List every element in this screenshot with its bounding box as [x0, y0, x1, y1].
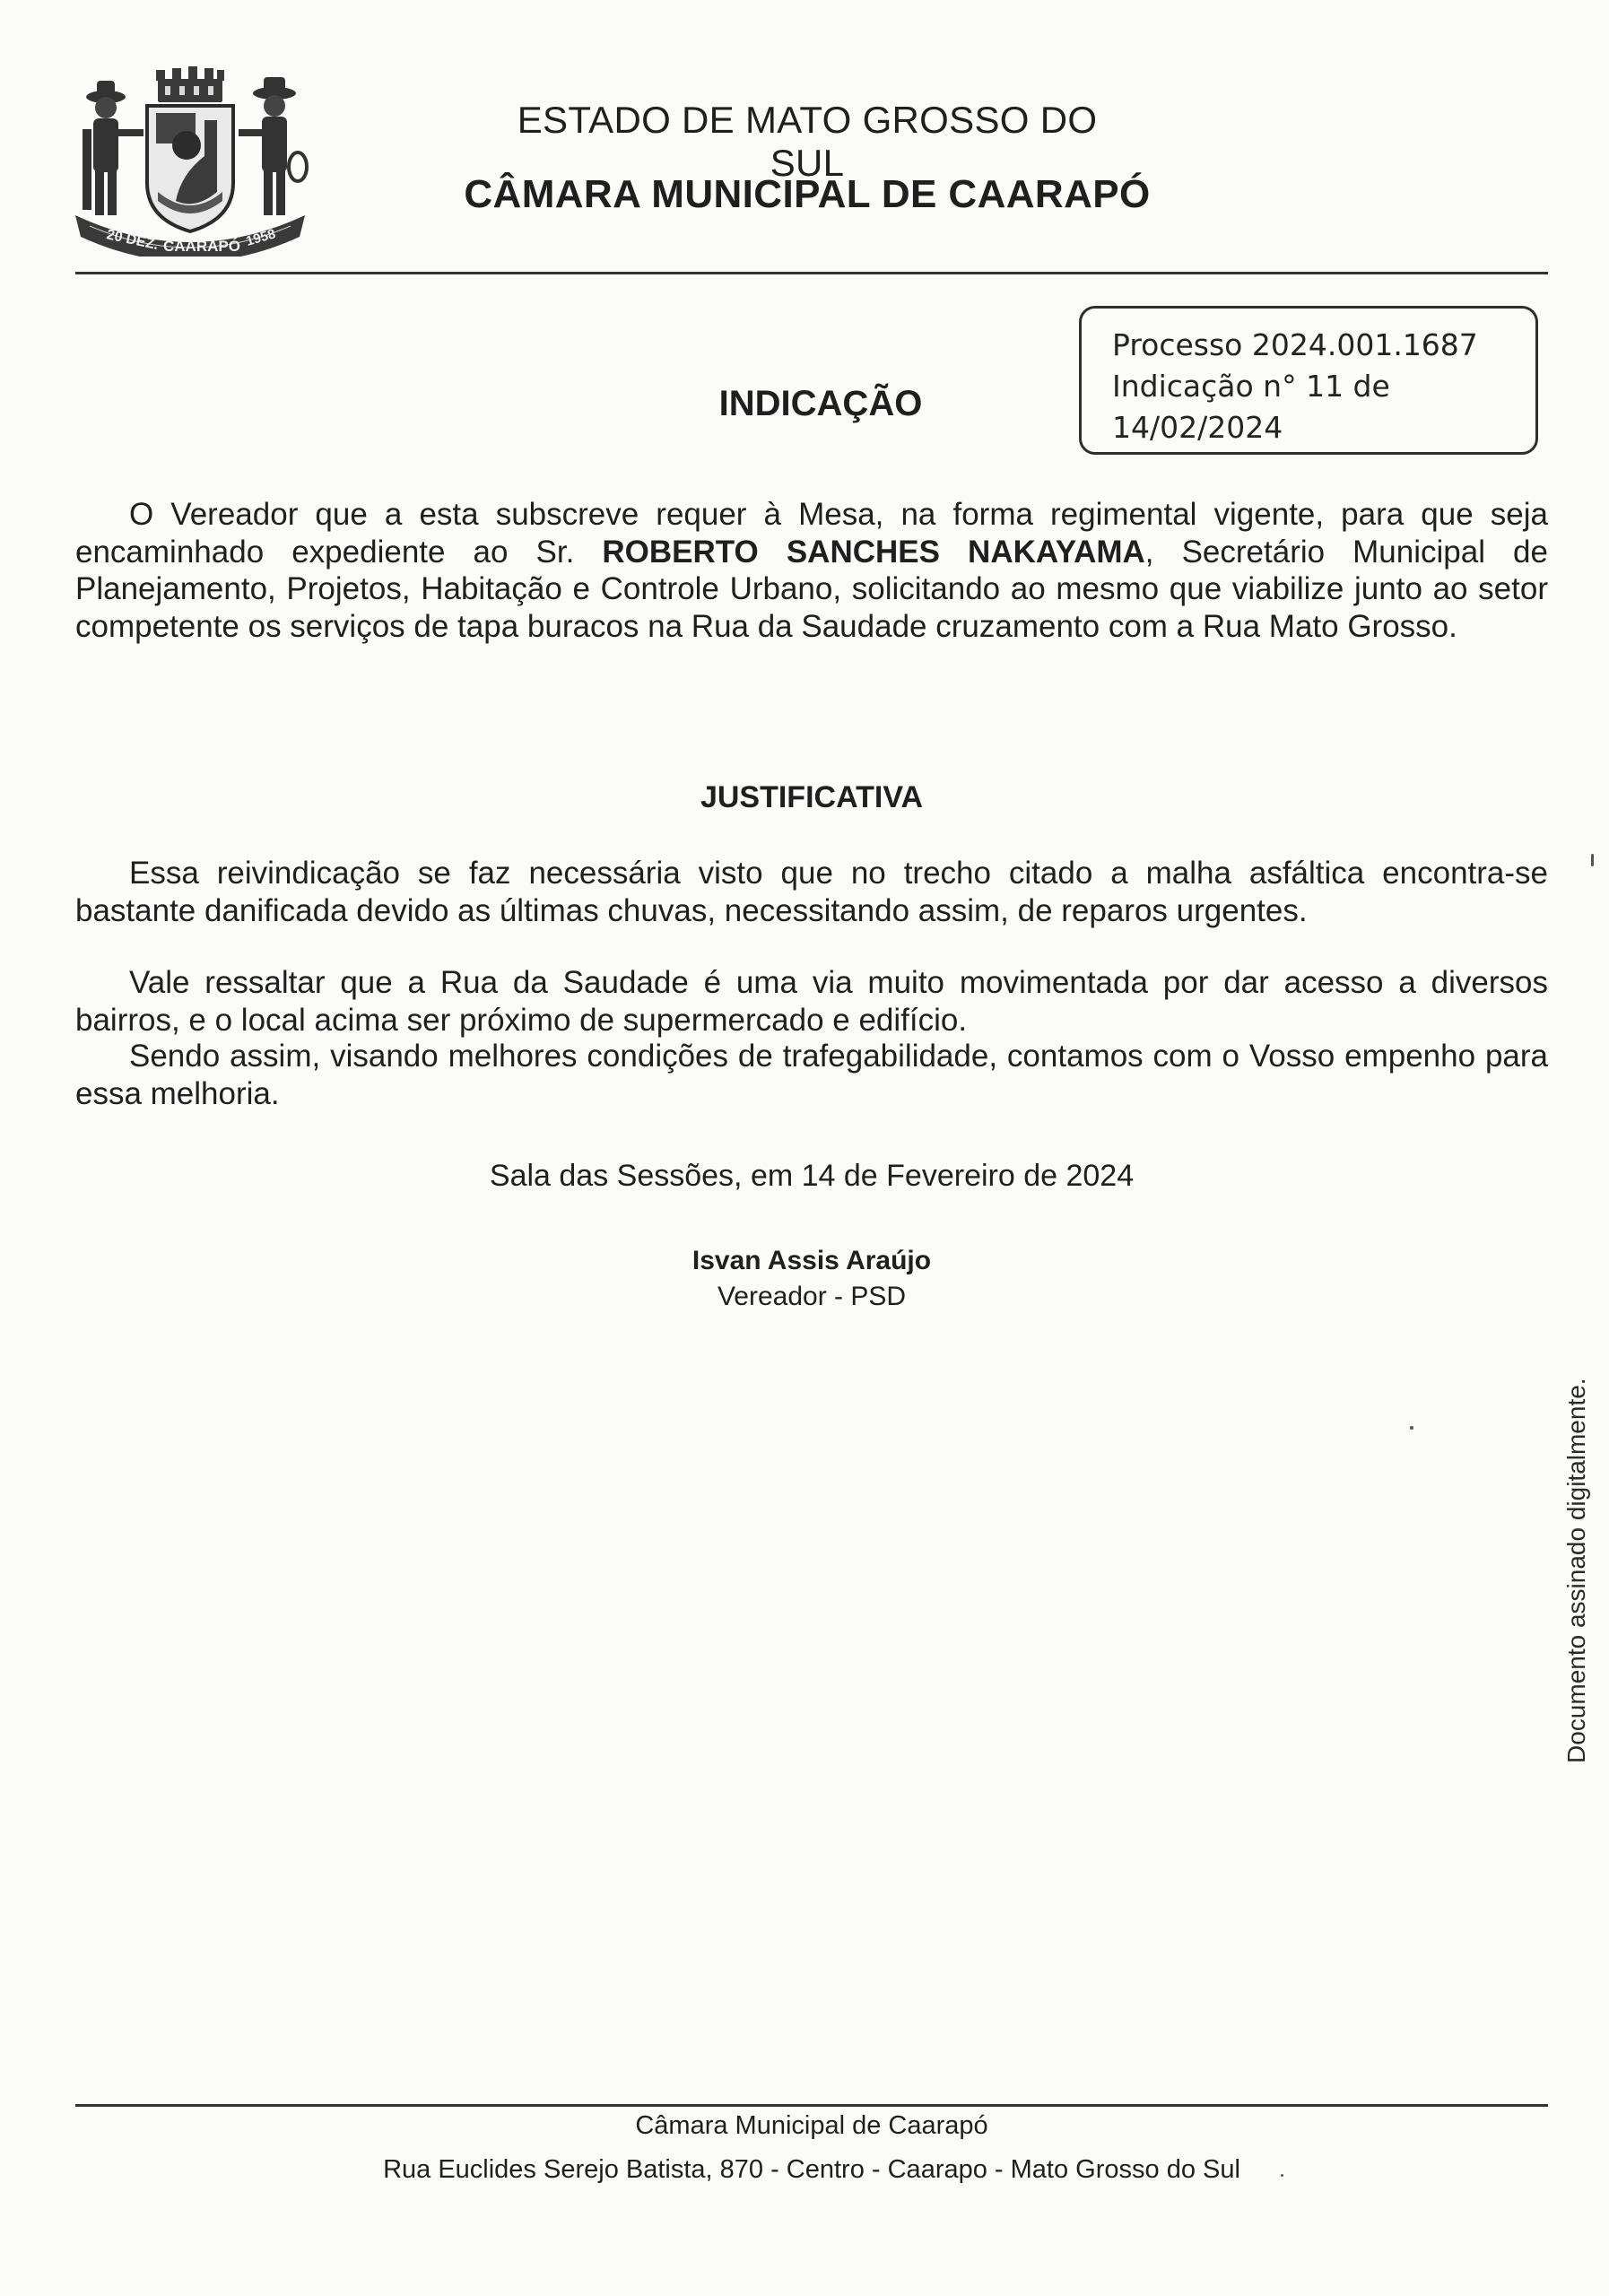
justification-paragraph-1	[75, 855, 1548, 929]
justification-paragraph-2	[75, 964, 1548, 1039]
justification-paragraph-3	[75, 1038, 1548, 1112]
justification-text-1: Essa reivindicação se faz necessária visto que no trecho citado a malha asfáltica encontra-se bastante danificada devido as últimas chuvas, necessitando assim, de reparos urgentes.	[75, 856, 1548, 928]
justification-title: JUSTIFICATIVA	[700, 780, 924, 814]
header-divider	[75, 272, 1548, 274]
digital-signature-note: Documento assinado digitalmente.	[1562, 1378, 1590, 1763]
signatory-role: Vereador - PSD	[717, 1282, 907, 1311]
process-number: Processo 2024.001.1687	[1112, 327, 1478, 362]
request-paragraph	[75, 496, 1548, 645]
justification-text-3: Sendo assim, visando melhores condições de trafegabilidade, contamos com o Vosso empenho para essa melhoria.	[75, 1039, 1548, 1111]
scan-speck	[1281, 2174, 1283, 2177]
recipient-name: ROBERTO SANCHES NAKAYAMA	[602, 534, 1145, 570]
footer-address: Rua Euclides Serejo Batista, 870 - Centro - Caarapo - Mato Grosso do Sul	[383, 2155, 1240, 2184]
indication-date: 14/02/2024	[1112, 410, 1283, 445]
footer-institution: Câmara Municipal de Caarapó	[635, 2111, 988, 2140]
request-text-end: , Secretário Municipal de Planejamento, Projetos, Habitação e Controle Urbano, solicitando ao mesmo que viabilize junto ao setor competente os serviços de tapa buracos na Rua da Saudade cruzamento com a Rua Mato Grosso.	[75, 534, 1548, 644]
scan-speck	[1591, 854, 1594, 866]
institution-heading: CÂMARA MUNICIPAL DE CAARAPÓ	[464, 172, 1151, 216]
request-text-start: O Vereador que a esta subscreve requer à Mesa, na forma regimental vigente, para que seja encaminhado expediente ao Sr.	[75, 497, 1548, 570]
indication-number: Indicação n° 11 de	[1112, 369, 1390, 404]
footer-divider	[75, 2104, 1548, 2107]
svg-text:CAARAPÓ: CAARAPÓ	[163, 238, 240, 255]
process-stamp-box	[1079, 306, 1538, 455]
coat-of-arms-logo	[70, 66, 310, 257]
scan-speck	[1410, 1426, 1413, 1430]
svg-text:20 DEZ.: 20 DEZ.	[105, 227, 161, 254]
justification-text-2: Vale ressaltar que a Rua da Saudade é uma via muito movimentada por dar acesso a diversos bairros, e o local acima ser próximo de supermercado e edifício.	[75, 965, 1548, 1038]
svg-text:1958: 1958	[244, 226, 278, 249]
signatory-name: Isvan Assis Araújo	[691, 1246, 932, 1275]
closing-line: Sala das Sessões, em 14 de Fevereiro de 2024	[489, 1159, 1135, 1193]
state-heading: ESTADO DE MATO GROSSO DO SUL	[517, 99, 1098, 184]
document-title: INDICAÇÃO	[718, 384, 923, 423]
